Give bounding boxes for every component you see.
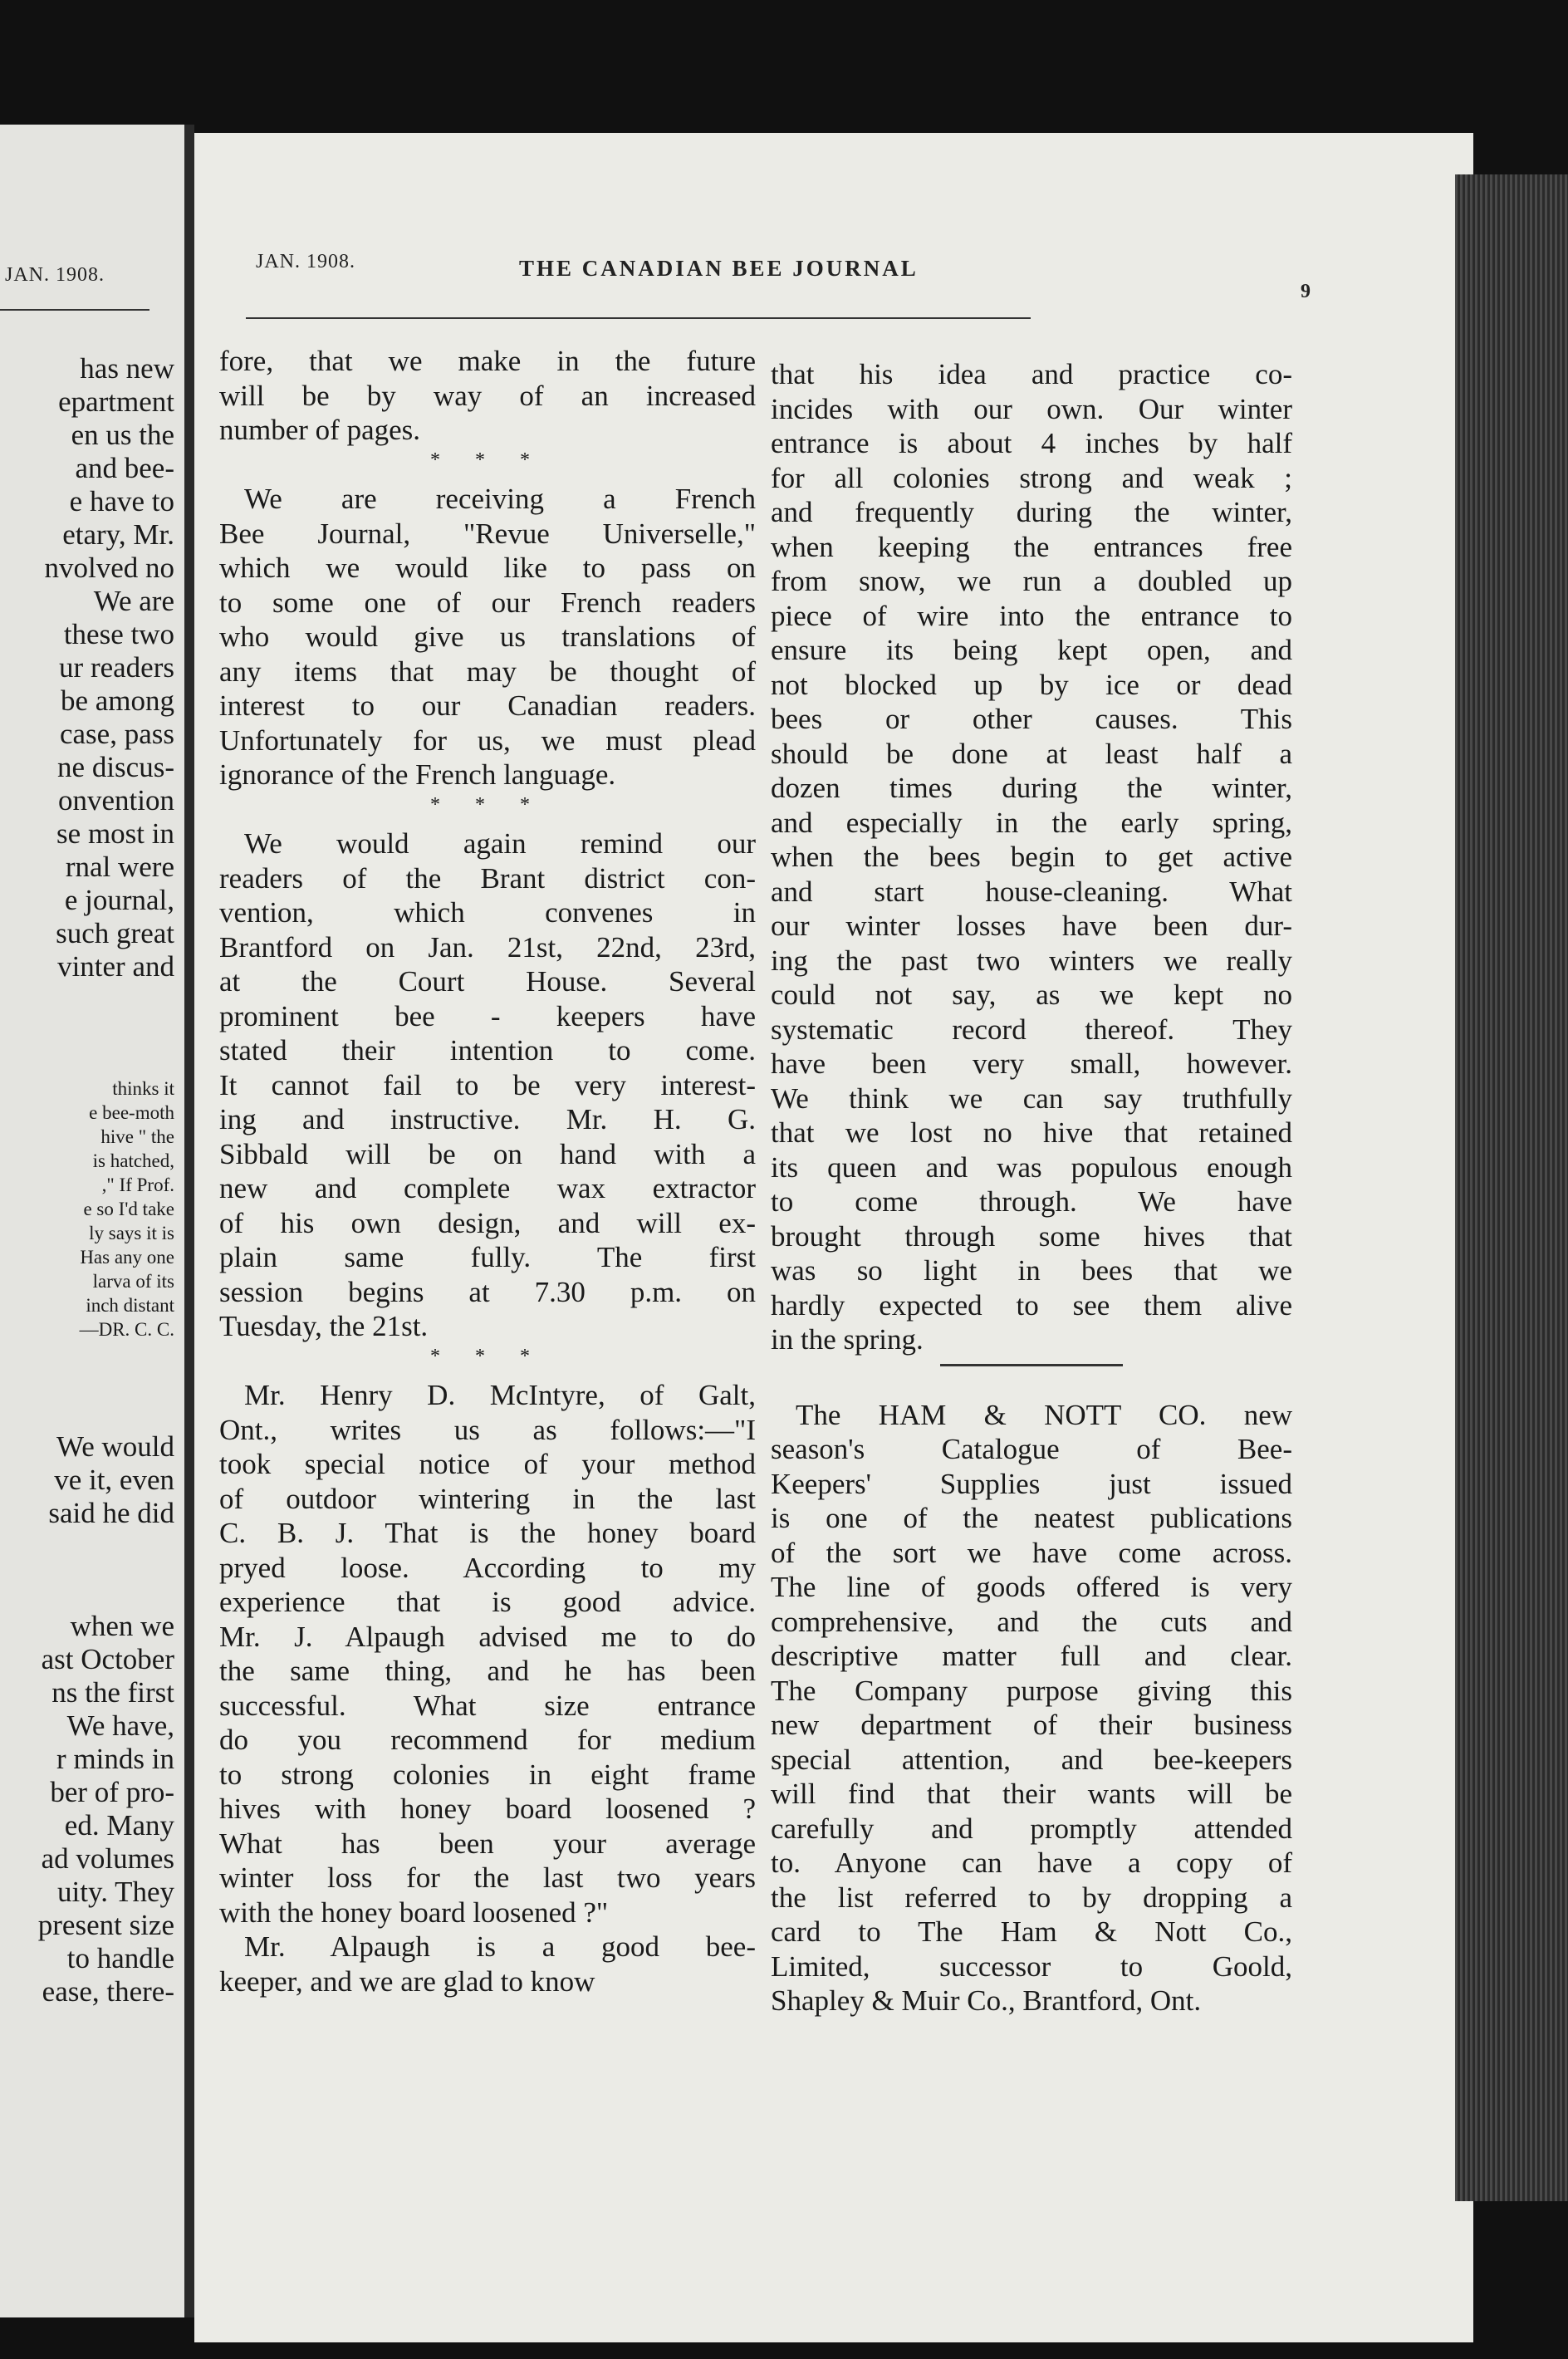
text-line: Tuesday, the 21st. xyxy=(219,1310,429,1342)
text-line: ne discus- xyxy=(57,751,174,783)
page-block-edge xyxy=(1455,174,1568,2201)
text-line: such great xyxy=(56,917,174,949)
text-line: e journal, xyxy=(64,884,174,916)
paragraph-future-pages xyxy=(219,344,756,448)
text-line: ed. Many xyxy=(64,1809,174,1842)
facing-page-text-footnote xyxy=(0,1077,174,1341)
text-line: ," If Prof. xyxy=(101,1175,174,1195)
text-line: case, pass xyxy=(59,718,174,750)
text-line: to some one of our French readers xyxy=(219,586,756,619)
text-line: who would give us translations of xyxy=(219,620,756,653)
text-line: keeper, and we are glad to know xyxy=(219,1964,595,1998)
text-line: when the bees begin to get active xyxy=(771,841,1292,873)
text-line: ing and instructive. Mr. H. G. xyxy=(219,1103,756,1135)
text-line: at the Court House. Several xyxy=(219,965,756,998)
text-line: Bee Journal, "Revue Universelle," xyxy=(219,517,756,550)
text-line: when keeping the entrances free xyxy=(771,530,1292,563)
facing-page-text-top xyxy=(0,352,174,983)
text-line: We are xyxy=(93,585,174,617)
text-line: in the spring. xyxy=(771,1323,924,1356)
text-line: and especially in the early spring, xyxy=(771,806,1292,839)
paragraph-french-journal xyxy=(219,482,756,792)
text-line: Unfortunately for us, we must plead xyxy=(219,723,756,757)
text-line: piece of wire into the entrance to xyxy=(771,599,1292,632)
text-line: present size xyxy=(37,1909,174,1941)
text-line: should be done at least half a xyxy=(771,737,1292,770)
text-line: that we lost no hive that retained xyxy=(771,1116,1292,1149)
text-line: We have, xyxy=(66,1709,174,1742)
text-line: readers of the Brant district con- xyxy=(219,861,756,895)
paragraph-brant-convention xyxy=(219,826,756,1344)
text-line: to. Anyone can have a copy of xyxy=(771,1846,1292,1879)
text-line: Limited, successor to Goold, xyxy=(771,1949,1292,1983)
text-line: ber of pro- xyxy=(50,1776,174,1808)
text-line: ast October xyxy=(41,1643,174,1675)
text-line: pryed loose. According to my xyxy=(219,1551,756,1584)
text-line: ing the past two winters we really xyxy=(771,944,1292,977)
text-line: ns the first xyxy=(51,1676,174,1709)
text-line: its queen and was populous enough xyxy=(771,1150,1292,1184)
book-gutter xyxy=(184,125,194,2317)
text-line: vention, which convenes in xyxy=(219,896,756,929)
text-line: ease, there- xyxy=(42,1975,174,2008)
text-line: have been very small, however. xyxy=(771,1047,1292,1080)
text-line: plain same fully. The first xyxy=(219,1241,756,1273)
text-line: not blocked up by ice or dead xyxy=(771,668,1292,701)
text-line: could not say, as we kept no xyxy=(771,978,1292,1011)
text-line: successful. What size entrance xyxy=(219,1689,756,1722)
text-line: our winter losses have been dur- xyxy=(771,910,1292,942)
text-line: any items that may be thought of xyxy=(219,655,756,688)
text-line: larva of its xyxy=(92,1271,174,1292)
text-line: vinter and xyxy=(57,950,174,983)
text-line: What has been your average xyxy=(219,1827,756,1860)
text-line: winter loss for the last two years xyxy=(219,1861,756,1894)
text-line: for all colonies strong and weak ; xyxy=(771,461,1292,494)
text-line: the list referred to by dropping a xyxy=(771,1881,1292,1914)
text-line: carefully and promptly attended xyxy=(771,1812,1292,1845)
header-rule xyxy=(246,317,1031,319)
text-line: epartment xyxy=(58,385,174,418)
text-line: when we xyxy=(70,1610,174,1642)
text-line: brought through some hives that xyxy=(771,1219,1292,1253)
text-line: was so light in bees that we xyxy=(771,1254,1292,1287)
text-line: session begins at 7.30 p.m. on xyxy=(219,1275,756,1308)
text-line: these two xyxy=(63,618,174,650)
text-line: card to The Ham & Nott Co., xyxy=(771,1915,1292,1948)
text-line: ad volumes xyxy=(41,1842,174,1875)
column-right xyxy=(771,357,1292,2018)
text-line: prominent bee - keepers have xyxy=(219,999,756,1032)
text-line: hive " the xyxy=(100,1126,174,1147)
paragraph-ham-nott-catalogue xyxy=(771,1398,1292,2018)
text-line: C. B. J. That is the honey board xyxy=(219,1517,756,1549)
text-line: new and complete wax extractor xyxy=(219,1172,756,1204)
text-line: new department of their business xyxy=(771,1709,1292,1741)
text-line: comprehensive, and the cuts and xyxy=(771,1605,1292,1638)
text-line: r minds in xyxy=(56,1743,174,1775)
text-line: Shapley & Muir Co., Brantford, Ont. xyxy=(771,1984,1202,2017)
page-number: 9 xyxy=(1301,281,1311,302)
text-line: etary, Mr. xyxy=(62,518,174,551)
text-line: inch distant xyxy=(86,1295,174,1316)
text-line: stated their intention to come. xyxy=(219,1034,756,1067)
text-line: ly says it is xyxy=(89,1223,174,1243)
text-line: Brantford on Jan. 21st, 22nd, 23rd, xyxy=(219,930,756,964)
text-line: incides with our own. Our winter xyxy=(771,392,1292,425)
text-line: be among xyxy=(60,684,174,717)
text-line: The line of goods offered is very xyxy=(771,1571,1292,1603)
text-line: rnal were xyxy=(65,851,174,883)
text-line: has new xyxy=(80,352,174,385)
text-line: We would xyxy=(56,1430,174,1463)
text-line: fore, that we make in the future xyxy=(219,345,756,377)
text-line: to handle xyxy=(66,1942,174,1974)
text-line: uity. They xyxy=(57,1876,174,1908)
text-line: experience that is good advice. xyxy=(219,1586,756,1618)
text-line: hives with honey board loosened ? xyxy=(219,1793,756,1825)
text-line: —DR. C. C. xyxy=(79,1319,174,1340)
text-line: ur readers xyxy=(59,651,174,684)
text-line: dozen times during the winter, xyxy=(771,772,1292,804)
text-line: The HAM & NOTT CO. new xyxy=(796,1398,1292,1431)
text-line: and bee- xyxy=(75,452,174,484)
running-header xyxy=(249,251,1321,302)
text-line: which we would like to pass on xyxy=(219,552,756,584)
text-line: ve it, even xyxy=(54,1464,174,1496)
facing-page-text-bottom xyxy=(0,1610,174,2008)
text-line: thinks it xyxy=(112,1078,174,1099)
text-line: will be by way of an increased xyxy=(219,379,756,412)
text-line: We would again remind our xyxy=(244,827,756,860)
text-line: ignorance of the French language. xyxy=(219,758,616,791)
text-line: en us the xyxy=(71,419,174,451)
text-line: with the honey board loosened ?" xyxy=(219,1896,609,1929)
journal-title: THE CANADIAN BEE JOURNAL xyxy=(519,256,919,281)
text-line: of his own design, and will ex- xyxy=(219,1206,756,1239)
text-line: e so I'd take xyxy=(83,1199,174,1219)
text-line: hardly expected to see them alive xyxy=(771,1288,1292,1322)
paragraph-alpaugh xyxy=(219,1930,756,1999)
text-line: The Company purpose giving this xyxy=(771,1674,1292,1707)
text-line: entrance is about 4 inches by half xyxy=(771,427,1292,459)
text-line: Mr. J. Alpaugh advised me to do xyxy=(219,1620,756,1653)
text-line: and start house-cleaning. What xyxy=(771,875,1292,908)
text-line: the same thing, and he has been xyxy=(219,1655,756,1687)
facing-page-header-date: JAN. 1908. xyxy=(5,264,105,286)
paragraph-winter-entrance xyxy=(771,357,1292,1357)
text-line: e bee-moth xyxy=(89,1102,174,1123)
text-line: will find that their wants will be xyxy=(771,1778,1292,1810)
text-line: Has any one xyxy=(80,1247,174,1268)
facing-page-text-middle xyxy=(0,1430,174,1530)
section-divider-stars: * * * xyxy=(430,1345,545,1367)
text-line: Keepers' Supplies just issued xyxy=(771,1467,1292,1500)
text-line: Mr. Alpaugh is a good bee- xyxy=(244,1930,756,1963)
text-line: nvolved no xyxy=(44,552,174,584)
text-line: and frequently during the winter, xyxy=(771,496,1292,528)
text-line: of the sort we have come across. xyxy=(771,1536,1292,1569)
text-line: Mr. Henry D. McIntyre, of Galt, xyxy=(244,1379,756,1411)
paragraph-mcintyre-letter xyxy=(219,1378,756,1930)
section-rule xyxy=(940,1364,1123,1366)
text-line: is hatched, xyxy=(92,1150,174,1171)
text-line: said he did xyxy=(48,1497,174,1529)
text-line: do you recommend for medium xyxy=(219,1724,756,1756)
text-line: took special notice of your method xyxy=(219,1448,756,1480)
text-line: number of pages. xyxy=(219,414,421,446)
text-line: bees or other causes. This xyxy=(771,703,1292,735)
section-divider-stars: * * * xyxy=(430,449,545,471)
section-divider-stars: * * * xyxy=(430,793,545,816)
text-line: descriptive matter full and clear. xyxy=(771,1640,1292,1672)
text-line: It cannot fail to be very interest- xyxy=(219,1068,756,1101)
text-line: Ont., writes us as follows:—"I xyxy=(219,1413,756,1446)
text-line: We are receiving a French xyxy=(244,483,756,515)
text-line: ensure its being kept open, and xyxy=(771,634,1292,666)
facing-page-header-rule xyxy=(0,309,149,311)
text-line: se most in xyxy=(56,817,174,850)
text-line: to come through. We have xyxy=(771,1185,1292,1218)
text-line: e have to xyxy=(69,485,174,517)
text-line: We think we can say truthfully xyxy=(771,1081,1292,1115)
text-line: interest to our Canadian readers. xyxy=(219,689,756,722)
text-line: from snow, we run a doubled up xyxy=(771,565,1292,597)
text-line: systematic record thereof. They xyxy=(771,1013,1292,1046)
text-line: Sibbald will be on hand with a xyxy=(219,1137,756,1170)
text-line: is one of the neatest publications xyxy=(771,1502,1292,1534)
text-line: season's Catalogue of Bee- xyxy=(771,1433,1292,1465)
text-line: of outdoor wintering in the last xyxy=(219,1482,756,1515)
header-date: JAN. 1908. xyxy=(256,251,356,272)
text-line: that his idea and practice co- xyxy=(771,358,1292,390)
column-left xyxy=(219,344,756,1999)
text-line: to strong colonies in eight frame xyxy=(219,1758,756,1791)
text-line: special attention, and bee-keepers xyxy=(771,1743,1292,1776)
text-line: onvention xyxy=(58,784,174,817)
